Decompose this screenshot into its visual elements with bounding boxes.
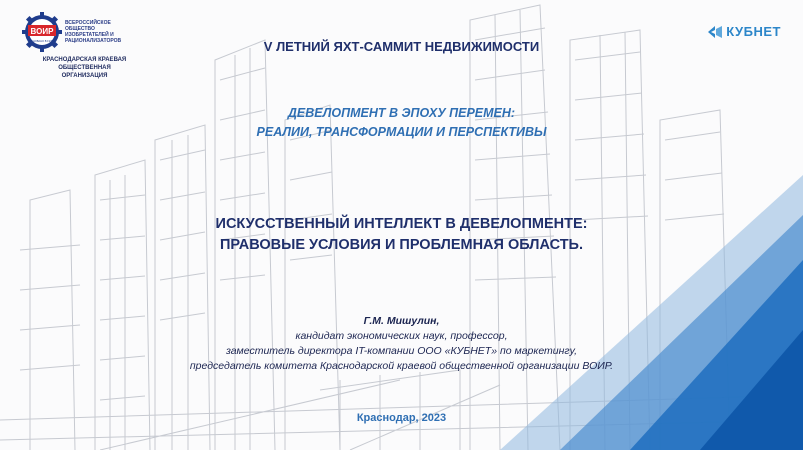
event-title: V ЛЕТНИЙ ЯХТ-САММИТ НЕДВИЖИМОСТИ: [263, 39, 540, 54]
session-subtitle: [0, 104, 803, 142]
kubnet-logo-icon: [708, 26, 722, 38]
voir-caption-line: КРАСНОДАРСКАЯ КРАЕВАЯ ОБЩЕСТВЕННАЯ: [42, 57, 127, 71]
voir-badge-text: ВОИР: [30, 27, 54, 36]
author-block: [0, 314, 803, 374]
author-credentials: кандидат экономических наук, профессор,: [295, 330, 508, 342]
city-year: Краснодар, 2023: [356, 412, 447, 424]
session-subtitle-line: ДЕВЕЛОПМЕНТ В ЭПОХУ ПЕРЕМЕН:: [287, 106, 516, 120]
presentation-title-line: ПРАВОВЫЕ УСЛОВИЯ И ПРОБЛЕМНАЯ ОБЛАСТЬ.: [219, 237, 584, 253]
presentation-title-line: ИСКУССТВЕННЫЙ ИНТЕЛЛЕКТ В ДЕВЕЛОПМЕНТЕ:: [215, 216, 588, 232]
voir-caption: [22, 56, 147, 80]
voir-caption-line: ОРГАНИЗАЦИЯ: [61, 73, 108, 79]
author-name: Г.М. Мишулин,: [363, 315, 440, 327]
kubnet-logo: [708, 24, 781, 39]
author-position: заместитель директора IT-компании ООО «КУБНЕТ» по маркетингу,: [225, 345, 578, 357]
voir-org-name-line: ВСЕРОССИЙСКОЕ: [65, 20, 111, 26]
voir-badge-subtext: ОСНОВАНО В 1932 г.: [28, 40, 56, 43]
voir-org-name-line: РАЦИОНАЛИЗАТОРОВ: [65, 38, 122, 44]
presentation-title: [0, 214, 803, 256]
session-subtitle-line: РЕАЛИИ, ТРАНСФОРМАЦИИ И ПЕРСПЕКТИВЫ: [256, 125, 547, 139]
voir-org-name-line: ОБЩЕСТВО: [65, 26, 95, 32]
voir-org-name-line: ИЗОБРЕТАТЕЛЕЙ И: [65, 32, 114, 38]
kubnet-logo-text: КУБНЕТ: [726, 24, 781, 39]
author-committee-role: председатель комитета Краснодарской краевой общественной организации ВОИР.: [189, 360, 614, 372]
